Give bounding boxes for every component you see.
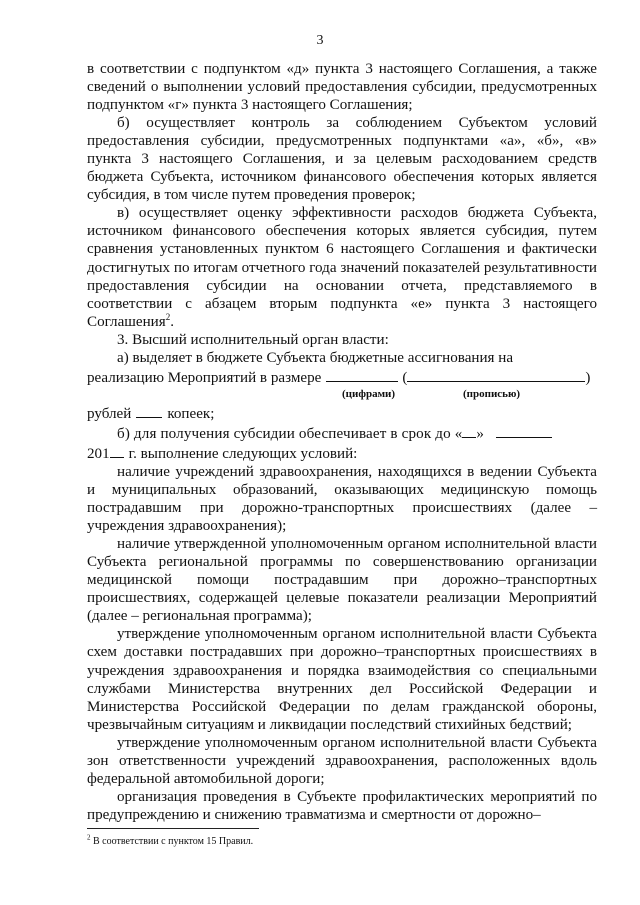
condition-item: утверждение уполномоченным органом исполнительной власти Субъекта схем доставки пострадавших при дорожно–транспортных происшествиях в учреждения здравоохранения и порядка взаимодействия со специальными службами Министерства внутренних дел Российской Федерации и Министерства Российской Федерации по делам гражданской обороны, чрезвычайным ситуациям и ликвидации последствий стихийных бедствий; xyxy=(87,626,597,733)
condition-item: утверждение уполномоченным органом исполнительной власти Субъекта зон ответственности учреждений здравоохранения, расположенных вдоль федеральной автомобильной дороги; xyxy=(87,734,597,787)
paragraph-evaluation: в) осуществляет оценку эффективности расходов бюджета Субъекта, источником финансового обеспечения которых является субсидия, путем сравнения установленных пунктом 6 настоящего Соглашения и фактически достигнутых по итогам отчетного года значений показателей результативности предоставления субсидии на основании отчета, представляемого в соответствии с абзацем вторым подпункта «е» пункта 3 настоящего Соглашения$^2$. xyxy=(87,205,597,330)
condition-item: наличие утвержденной уполномоченным органом исполнительной власти Субъекта региональной программы по совершенствованию организации медицинской помощи пострадавшим при дорожно–транспортных происшествиях, содержащей целевые показатели реализации Мероприятий (далее – региональная программа); xyxy=(87,536,597,625)
kopecks-label: копеек; xyxy=(167,405,215,422)
year-prefix: 201 xyxy=(87,445,110,462)
footnote-marker: 2 xyxy=(87,833,91,842)
condition-item: организация проведения в Субъекте профилактических мероприятий по предупреждению и снижению травматизма и смертности от дорожно– xyxy=(87,788,597,823)
paragraph-control: б) осуществляет контроль за соблюдением Субъектом условий предоставления субсидии, предусмотренных подпунктами «а», «б», «в» пункта 3 настоящего Соглашения, и за целевым расходованием средств бюджета Субъекта, источником финансового обеспечения которых является субсидия, в том числе путем проведения проверок; xyxy=(87,115,597,204)
paragraph-evaluation-text: в) осуществляет оценку эффективности расходов бюджета Субъекта, источником финансового обеспечения которых является субсидия, путем сравнения установленных пунктом 6 настоящего Соглашения и фактически достигнутых по итогам отчетного года значений показателей результативности предоставления субсидии на основании отчета, представляемого в соответствии с абзацем вторым подпункта «е» пункта 3 настоящего Соглашения xyxy=(87,205,597,330)
open-paren: ( xyxy=(402,369,408,386)
allocation-amount-row xyxy=(87,367,597,387)
rubles-row xyxy=(87,403,597,423)
footnote-separator xyxy=(87,828,259,829)
year-blank xyxy=(110,443,124,458)
amount-words-blank xyxy=(407,367,585,382)
day-blank xyxy=(462,423,476,438)
month-blank xyxy=(496,423,552,438)
paragraph-continuation: в соответствии с подпунктом «д» пункта 3 настоящего Соглашения, а также сведений о выполнении условий предоставления субсидии, предусмотренных подпунктом «г» пункта 3 настоящего Соглашения; xyxy=(87,61,597,114)
condition-item: наличие учреждений здравоохранения, находящихся в ведении Субъекта и муниципальных образований, оказывающих медицинскую помощь пострадавшим при дорожно-транспортных происшествиях (далее – учреждения здравоохранения); xyxy=(87,463,597,535)
amount-labels xyxy=(87,387,597,403)
deadline-quote: » xyxy=(476,425,484,442)
allocation-line: а) выделяет в бюджете Субъекта бюджетные ассигнования на xyxy=(117,349,514,366)
section-heading: 3. Высший исполнительный орган власти: xyxy=(117,331,389,348)
close-paren: ) xyxy=(585,369,591,386)
allocation-prefix: реализацию Мероприятий в размере xyxy=(87,369,322,386)
rubles-label: рублей xyxy=(87,405,132,422)
footnote-reference: 2 xyxy=(165,311,171,322)
footnote xyxy=(87,833,254,847)
label-words: (прописью) xyxy=(463,387,521,400)
label-digits: (цифрами) xyxy=(342,387,396,400)
page-number: 3 xyxy=(316,33,324,48)
body-text xyxy=(87,60,597,824)
year-suffix: г. выполнение следующих условий: xyxy=(128,445,358,462)
footnote-text: В соответствии с пунктом 15 Правил. xyxy=(93,836,254,847)
deadline-row xyxy=(87,423,597,443)
kopecks-blank xyxy=(136,403,162,418)
deadline-prefix: б) для получения субсидии обеспечивает в срок до « xyxy=(117,425,463,442)
amount-digits-blank xyxy=(326,367,398,382)
year-row xyxy=(87,443,597,463)
